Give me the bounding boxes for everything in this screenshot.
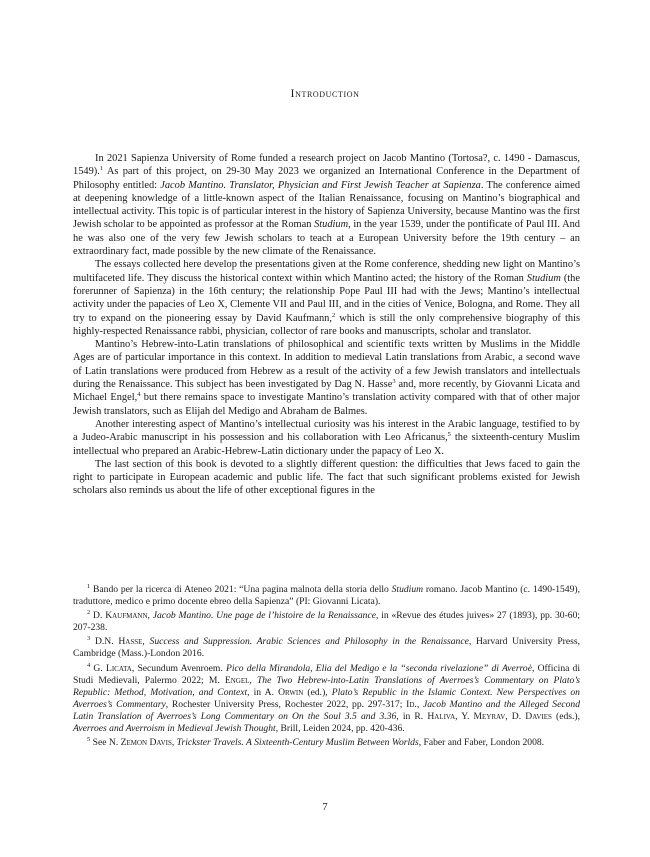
footnote: $^1$ Bando per la ricerca di Ateneo 2021: “Una pagina malnota della storia dello Studium romano. Jacob Mantino (c. 1490-1549), traduttore, medico e primo docente ebreo della Sapienza” (PI: Giovanni Licata). — [73, 583, 580, 608]
paragraph: The essays collected here develop the presentations given at the Rome conference, shedding new light on Mantino’s multifaceted life. They discuss the historical context within which Mantino acted; the history of the Roman Studium (the forerunner of Sapienza) in the 16th century; the relationship Pope Paul III had with the Jews; Mantino’s intellectual activity under the papacies of Leo X, Clemente VII and Paul III, and in the cities of Venice, Bologna, and Rome. They all try to expand on the pioneering essay by David Kaufmann,$^2$ which is still the only comprehensive biography of this highly-respected Renaissance rabbi, physician, collector of rare books and manuscripts, scholar and translator. — [73, 259, 580, 337]
footnote: $^4$ G. Licata, Secundum Avenroem. Pico della Mirandola, Elia del Medigo e la “seconda rivelazione” di Averroè, Officina di Studi Medievali, Palermo 2022; M. Engel, The Two Hebrew-into-Latin Translations of Averroes’s Commentary on Plato’s Republic: Method, Motivation, and Context, in A. Orwin (ed.), Plato’s Republic in the Islamic Context. New Perspectives on Averroes’s Commentary, Rochester University Press, Rochester 2022, pp. 297-317; Id., Jacob Mantino and the Alleged Second Latin Translation of Averroes’s Long Commentary on On the Soul 3.5 and 3.36, in R. Haliva, Y. Meyrav, D. Davies (eds.), Averroes and Averroism in Medieval Jewish Thought, Brill, Leiden 2024, pp. 420-436. — [73, 661, 581, 735]
footnote: $^3$ D.N. Hasse, Success and Suppression. Arabic Sciences and Philosophy in the Renaissance, Harvard University Press, Cambridge (Mass.)-London 2016. — [73, 635, 581, 660]
paragraph: Mantino’s Hebrew-into-Latin translations of philosophical and scientific texts written by Muslims in the Middle Ages are of particular importance in this context. In addition to medieval Latin translations from Arabic, a second wave of Latin translations were produced from Hebrew as a result of the activity of a few Jewish translators and intellectuals during the Renaissance. This subject has been investigated by Dag N. Hasse$^3$ and, more recently, by Giovanni Licata and Michael Engel,$^4$ but there remains space to investigate Mantino’s translation activity compared with that of other major Jewish translators, such as Elijah del Medigo and Abraham de Balmes. — [73, 339, 580, 417]
main-text — [73, 152, 580, 498]
paragraph: In 2021 Sapienza University of Rome funded a research project on Jacob Mantino (Tortosa?, c. 1490 - Damascus, 1549).$^1$ As part of this project, on 29-30 May 2023 we organized an International Conference in the Department of Philosophy entitled: Jacob Mantino. Translator, Physician and First Jewish Teacher at Sapienza. The conference aimed at deepening knowledge of a little-known aspect of the Italian Renaissance, focusing on Mantino’s biographical and intellectual activity. This topic is of particular interest in the history of Sapienza University, because Mantino was the first Jewish scholar to be appointed as professor at the Roman Studium, in the year 1539, under the pontificate of Paul III. And he was also one of the very few Jewish scholars to teach at a European University before the 19th century – an extraordinary fact, made possible by the new climate of the Renaissance. — [73, 153, 581, 258]
page-number: 7 — [322, 802, 328, 813]
paragraph: The last section of this book is devoted to a slightly different question: the difficulties that Jews faced to gain the right to participate in European academic and public life. The fact that such significant problems existed for Jewish scholars also reminds us about the life of other exceptional figures in the — [73, 458, 580, 497]
footnotes — [73, 584, 580, 751]
paragraph: Another interesting aspect of Mantino’s intellectual curiosity was his interest in the Arabic language, testified to by a Judeo-Arabic manuscript in his possession and his collaboration with Leo Africanus,$^5$ the sixteenth-century Muslim intellectual who prepared an Arabic-Hebrew-Latin dictionary under the papacy of Leo X. — [73, 418, 580, 457]
chapter-title: Introduction — [290, 86, 360, 101]
footnote: $^5$ See N. Zemon Davis, Trickster Travels. A Sixteenth-Century Muslim Between Worlds, Faber and Faber, London 2008. — [87, 736, 545, 749]
footnote: $^2$ D. Kaufmann, Jacob Mantino. Une page de l’histoire de la Renaissance, in «Revue des études juives» 27 (1893), pp. 30-60; 207-238. — [73, 609, 581, 634]
